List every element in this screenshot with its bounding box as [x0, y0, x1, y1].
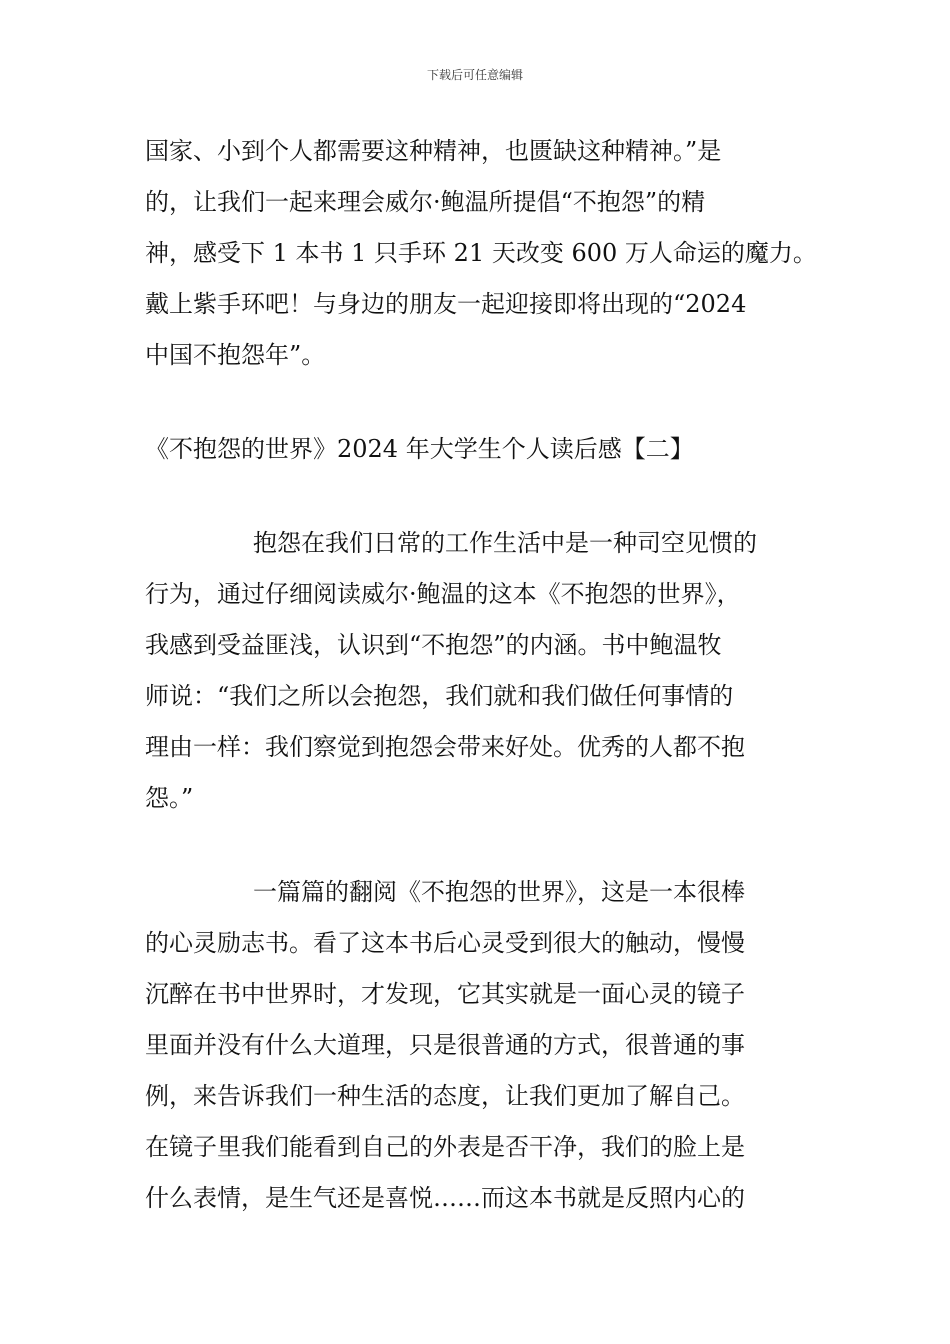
text-line: 中国不抱怨年”。	[145, 341, 326, 369]
document-body	[145, 126, 817, 1224]
text-line: 在镜子里我们能看到自己的外表是否干净，我们的脸上是	[145, 1133, 745, 1161]
text-line: 怨。”	[145, 784, 194, 812]
text-line: 戴上紫手环吧！与身边的朋友一起迎接即将出现的“2024	[145, 290, 747, 318]
text-line: 的心灵励志书。看了这本书后心灵受到很大的触动，慢慢	[145, 929, 745, 957]
text-line: 沉醉在书中世界时，才发现，它其实就是一面心灵的镜子	[145, 980, 745, 1008]
text-line: 什么表情，是生气还是喜悦……而这本书就是反照内心的	[145, 1184, 745, 1212]
paragraph-gap	[145, 475, 810, 518]
text-line: 里面并没有什么大道理，只是很普通的方式，很普通的事	[145, 1031, 745, 1059]
paragraph-gap	[145, 381, 810, 424]
text-line: 师说：“我们之所以会抱怨，我们就和我们做任何事情的	[145, 682, 734, 710]
paragraph	[145, 126, 817, 381]
paragraph	[145, 867, 810, 1224]
section-heading	[145, 424, 810, 475]
text-line: 的，让我们一起来理会威尔·鲍温所提倡“不抱怨”的精	[145, 188, 706, 216]
text-line: 行为，通过仔细阅读威尔·鲍温的这本《不抱怨的世界》，	[145, 580, 741, 608]
text-line: 国家、小到个人都需要这种精神，也匮缺这种精神。”是	[145, 137, 722, 165]
paragraph	[145, 518, 810, 824]
text-line: 抱怨在我们日常的工作生活中是一种司空见惯的	[253, 529, 757, 557]
text-line: 我感到受益匪浅，认识到“不抱怨”的内涵。书中鲍温牧	[145, 631, 722, 659]
header-note: 下载后可任意编辑	[426, 68, 523, 82]
text-line: 一篇篇的翻阅《不抱怨的世界》，这是一本很棒	[253, 878, 745, 906]
text-line: 《不抱怨的世界》2024 年大学生个人读后感【二】	[145, 435, 694, 463]
text-line: 例，来告诉我们一种生活的态度，让我们更加了解自己。	[145, 1082, 745, 1110]
text-line: 神，感受下 1 本书 1 只手环 21 天改变 600 万人命运的魔力。	[145, 239, 817, 267]
text-line: 理由一样：我们察觉到抱怨会带来好处。优秀的人都不抱	[145, 733, 745, 761]
paragraph-gap	[145, 824, 810, 867]
